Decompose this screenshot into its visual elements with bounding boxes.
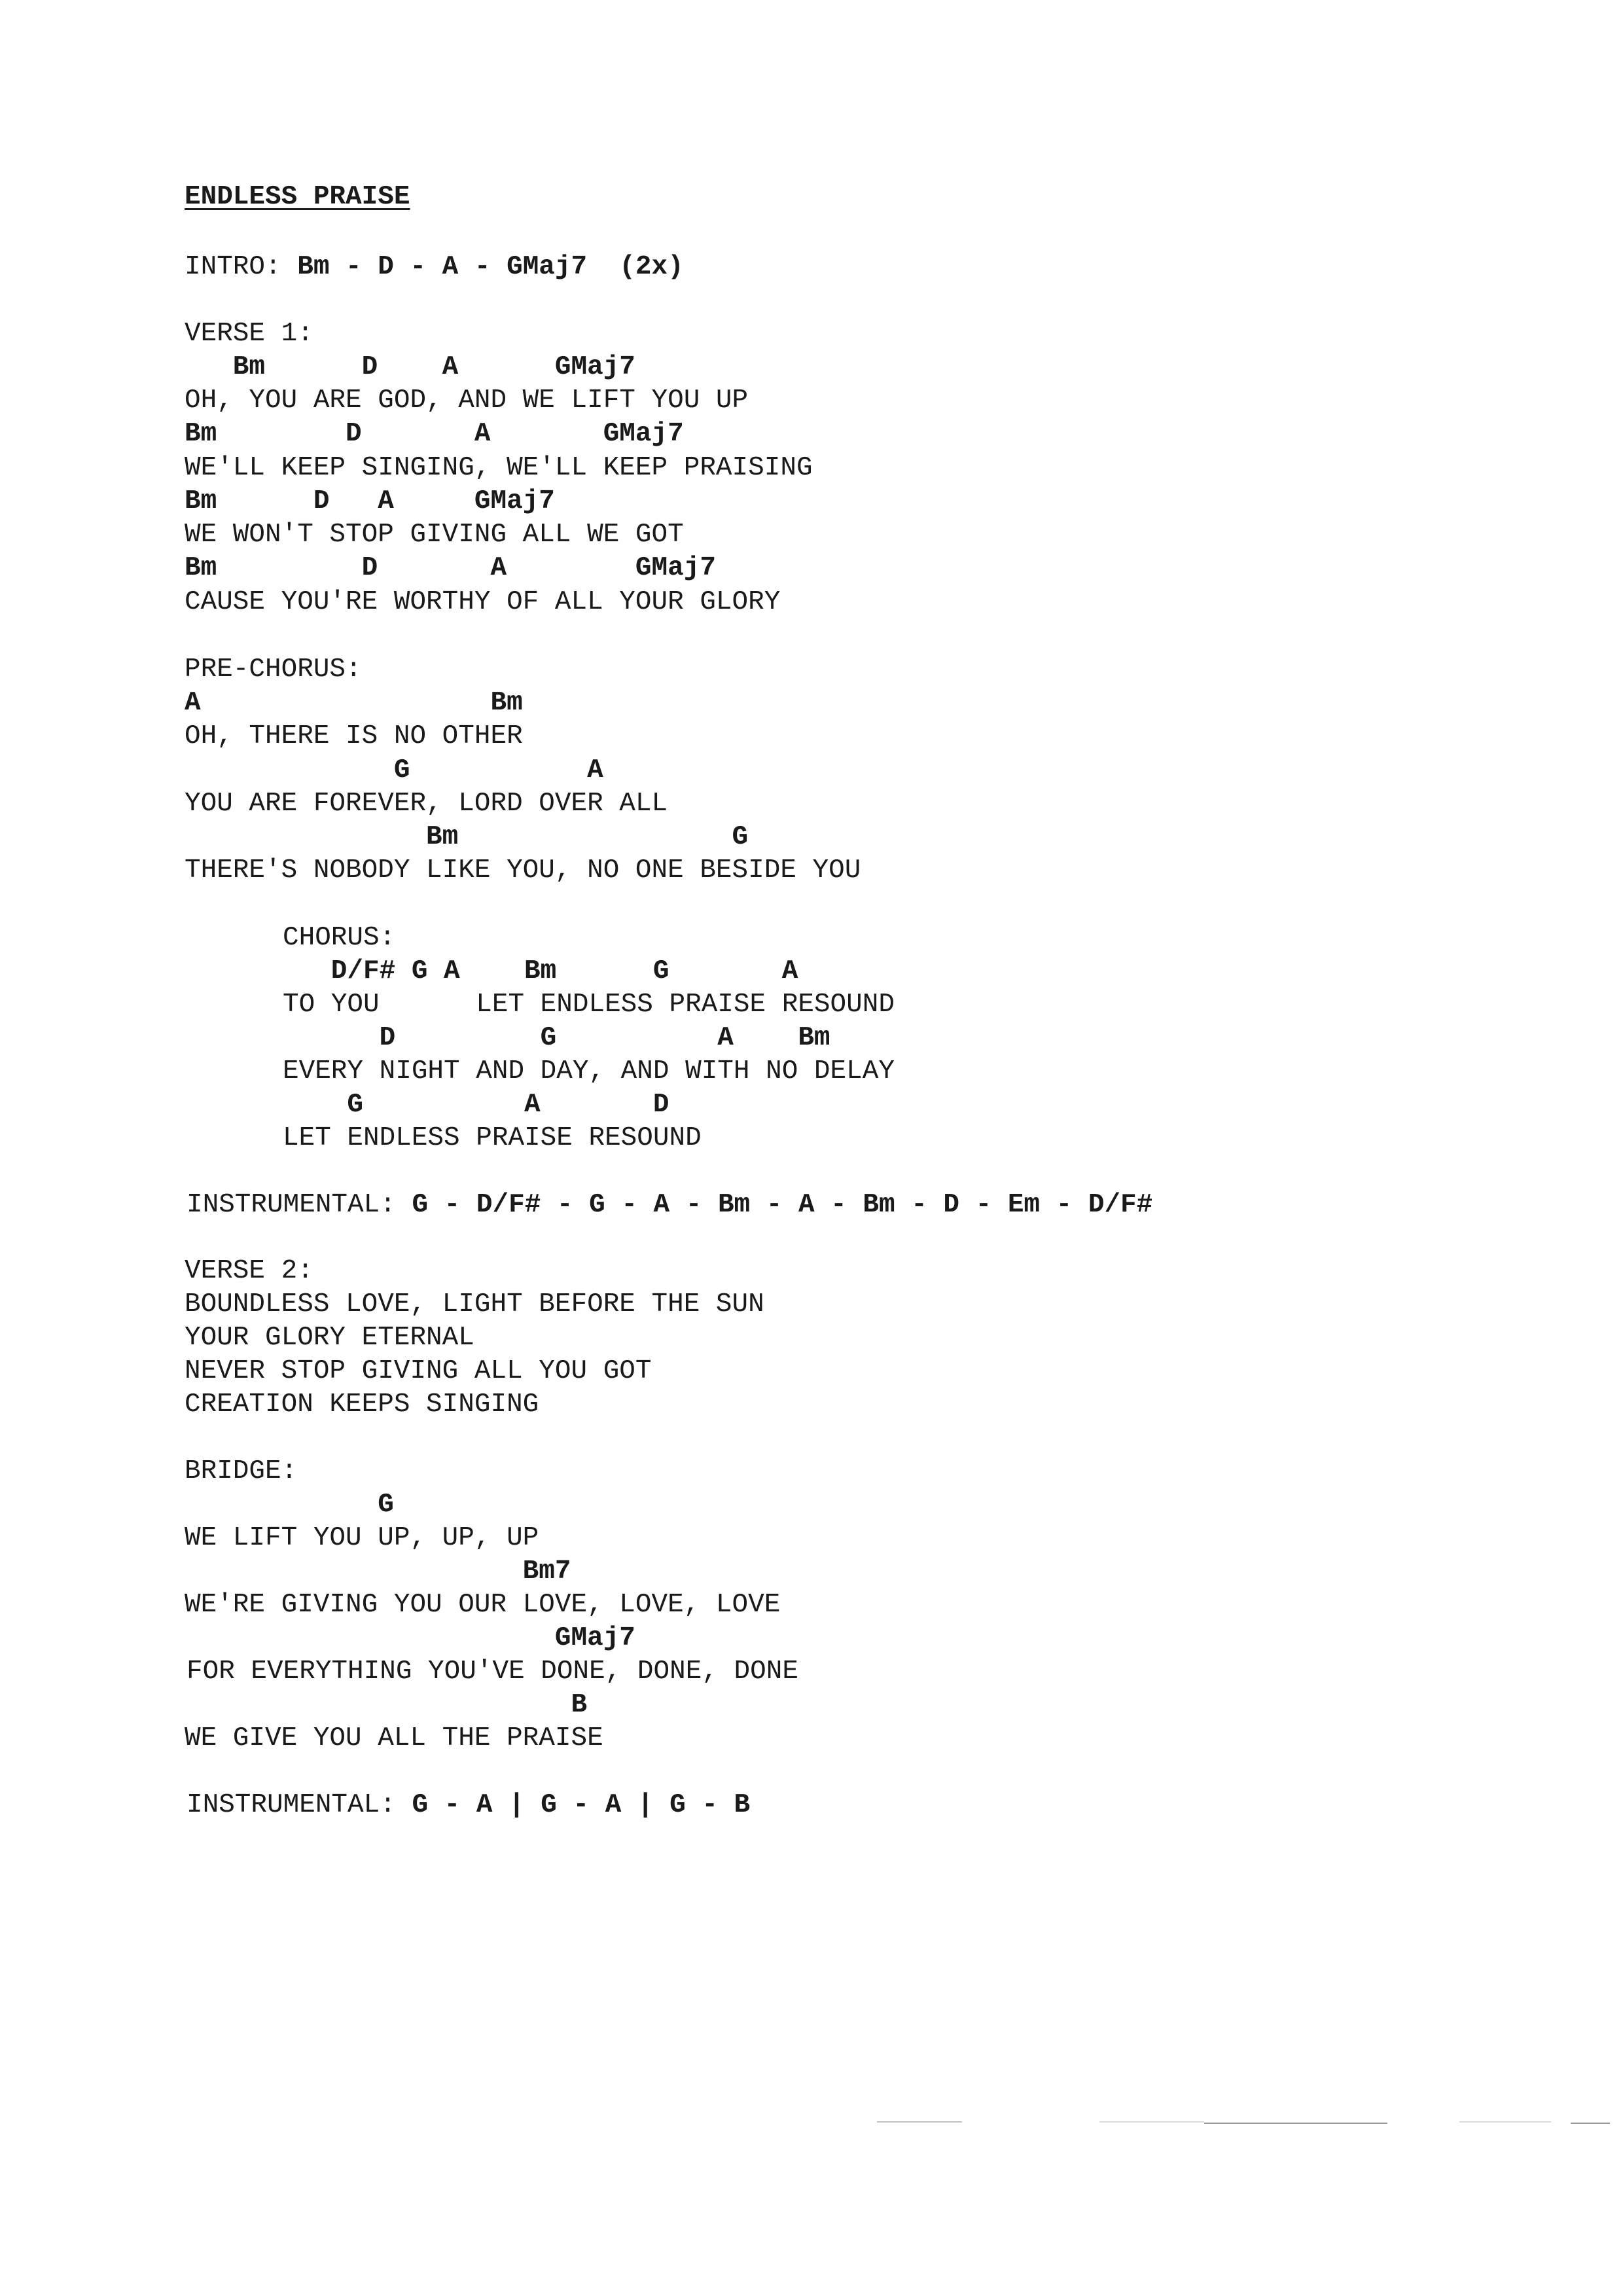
bridge-chords-2: Bm7 [185,1556,571,1587]
chorus-heading: CHORUS: [283,923,396,953]
prechorus-chords-3: Bm G [185,822,749,852]
bridge-chords-4: B [185,1690,588,1720]
bridge-lyric-1: WE LIFT YOU UP, UP, UP [185,1523,539,1553]
verse2-lyric-2: YOUR GLORY ETERNAL [185,1323,474,1353]
verse1-chords-4: Bm D A GMaj7 [185,553,716,583]
instrumental2-chords: G - A | G - A | G - B [412,1790,751,1820]
bridge-chords-3: GMaj7 [185,1623,635,1653]
instrumental1-label: INSTRUMENTAL: [187,1190,412,1220]
verse1-lyric-3: WE WON'T STOP GIVING ALL WE GOT [185,520,684,550]
verse1-lyric-1: OH, YOU ARE GOD, AND WE LIFT YOU UP [185,386,749,416]
scan-artifact [1571,2123,1610,2124]
prechorus-chords-1: A Bm [185,688,523,718]
scan-artifact [1099,2121,1204,2123]
bridge-lyric-3: FOR EVERYTHING YOU'VE DONE, DONE, DONE [187,1657,798,1687]
chorus-lyric-3: LET ENDLESS PRAISE RESOUND [283,1123,702,1153]
prechorus-heading: PRE-CHORUS: [185,655,362,685]
verse2-lyric-3: NEVER STOP GIVING ALL YOU GOT [185,1356,652,1386]
bridge-lyric-2: WE'RE GIVING YOU OUR LOVE, LOVE, LOVE [185,1590,781,1620]
scan-artifact [1459,2121,1551,2123]
chorus-chords-3: G A D [283,1090,669,1120]
chorus-chords-1: D/F# G A Bm G A [283,956,798,986]
verse1-lyric-4: CAUSE YOU'RE WORTHY OF ALL YOUR GLORY [185,587,781,617]
bridge-heading: BRIDGE: [185,1456,298,1486]
scan-artifact [1204,2123,1387,2124]
verse2-heading: VERSE 2: [185,1256,313,1286]
bridge-lyric-4: WE GIVE YOU ALL THE PRAISE [185,1723,603,1753]
prechorus-lyric-2: YOU ARE FOREVER, LORD OVER ALL [185,789,668,819]
instrumental1-line [187,1189,1152,1221]
instrumental2-label: INSTRUMENTAL: [187,1790,412,1820]
chorus-lyric-1: TO YOU LET ENDLESS PRAISE RESOUND [283,990,895,1020]
chorus-lyric-2: EVERY NIGHT AND DAY, AND WITH NO DELAY [283,1056,895,1086]
instrumental1-chords: G - D/F# - G - A - Bm - A - Bm - D - Em - D/F# [412,1190,1153,1220]
scan-artifact [877,2121,962,2123]
verse1-chords-3: Bm D A GMaj7 [185,486,555,516]
intro-chords: Bm - D - A - GMaj7 (2x) [297,252,684,282]
prechorus-lyric-1: OH, THERE IS NO OTHER [185,721,523,751]
prechorus-lyric-3: THERE'S NOBODY LIKE YOU, NO ONE BESIDE YOU [185,855,861,886]
verse1-lyric-2: WE'LL KEEP SINGING, WE'LL KEEP PRAISING [185,453,813,483]
verse1-heading: VERSE 1: [185,319,313,349]
chorus-chords-2: D G A Bm [283,1023,830,1053]
bridge-chords-1: G [185,1490,394,1520]
verse2-lyric-1: BOUNDLESS LOVE, LIGHT BEFORE THE SUN [185,1289,764,1319]
prechorus-chords-2: G A [185,755,603,785]
verse1-chords-1: Bm D A GMaj7 [185,352,635,382]
instrumental2-line [187,1789,750,1821]
intro-label: INTRO: [185,252,298,282]
intro-line [185,251,684,283]
verse2-lyric-4: CREATION KEEPS SINGING [185,1390,539,1420]
song-title: ENDLESS PRAISE [185,182,410,212]
verse1-chords-2: Bm D A GMaj7 [185,419,684,449]
